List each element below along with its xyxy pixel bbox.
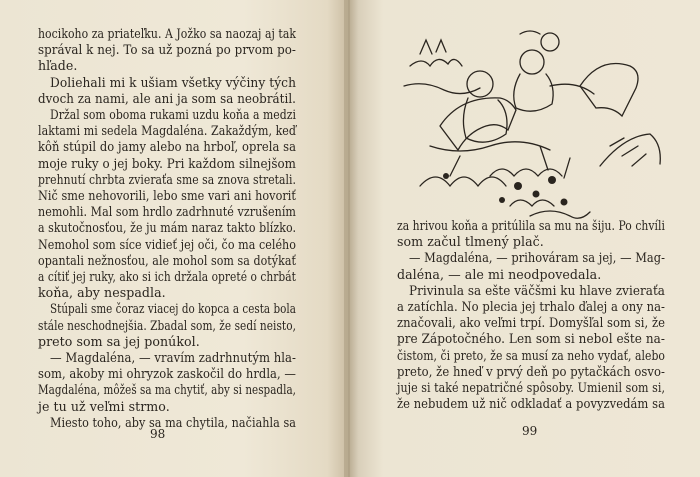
text-line: a cítiť jej ruky, ako si ich držala opreté o chrbát [38,269,296,284]
text-line: preto, že hneď v prvý deň po pytačkách osvo- [397,363,665,379]
text-line: laktami mi sedela Magdaléna. Zakaždým, keď [38,123,296,139]
text-line: správal k nej. To sa už pozná po prvom po- [38,42,296,58]
text-line: je tu už veľmi strmo. [38,398,170,414]
page-number-right: 99 [522,424,538,438]
text-line: Doliehali mi k ušiam všetky výčiny tých [50,74,296,90]
text-line: hocikoho za priateľku. A Jožko sa naozaj aj tak [38,26,296,41]
text-line: moje ruky o jej boky. Pri každom silnejšom [38,155,296,171]
illustration [400,26,672,232]
text-line: koňa, aby nespadla. [38,285,166,301]
text-line: Stúpali sme čoraz viacej do kopca a cesta bola [50,301,296,317]
text-line: čistom, či preto, že sa musí za neho vydať, alebo [397,347,665,363]
text-line: a zatíchla. No plecia jej trhalo ďalej a ony na- [397,299,665,314]
text-line: za hrivou koňa a pritúlila sa mu na šiju. Po chvíli [397,218,665,233]
text-line: Privinula sa ešte väčšmi ku hlave zvieraťa [409,282,665,298]
text-line: Nemohol som síce vidieť jej oči, čo ma celého [38,236,296,252]
text-line: juje si také nepatričné spôsoby. Umienil som si, [397,380,665,395]
text-line: značovali, ako veľmi trpí. Domyšľal som si, že [397,315,665,331]
text-line: opantali nežnosťou, ale mohol som sa dotýkať [38,252,296,268]
text-line: že nebudem už nič odkladať a povyzvedám sa [397,396,665,412]
text-line: Držal som oboma rukami uzdu koňa a medzi [50,107,296,122]
text-line: preto som sa jej ponúkol. [38,333,200,349]
text-line: Magdaléna, môžeš sa ma chytiť, aby si nespadla, [38,382,296,398]
text-line: nemohli. Mal som hrdlo zadrhnuté vzrušením [38,204,296,220]
text-line: som, akoby mi ohryzok zaskočil do hrdla, — [38,366,296,382]
book-gutter [344,0,350,477]
left-page [0,0,348,477]
text-line: Miesto toho, aby sa ma chytila, načiahla sa [50,414,296,430]
text-line: — Magdaléna, — prihováram sa jej, — Mag- [409,250,665,266]
text-line: — Magdaléna, — vravím zadrhnutým hla- [50,350,296,365]
text-line: kôň stúpil do jamy alebo na hrboľ, oprela sa [38,139,296,155]
text-line: pre Zápotočného. Len som si nebol ešte na- [397,331,665,347]
text-line: prehnutí chrbta zvieraťa sme sa znova stretali. [38,171,296,187]
text-line: dvoch za nami, ale ani ja som sa neobrátil. [38,90,296,106]
text-line: daléna, — ale mi neodpovedala. [397,266,602,282]
text-line: a skutočnosťou, že ju mám naraz takto blízko. [38,220,296,236]
text-line: Nič sme nehovorili, lebo sme vari ani hovoriť [38,188,296,203]
page-number-left: 98 [150,427,166,441]
text-line: stále neschodnejšia. Zbadal som, že sedí neisto, [38,317,296,333]
text-line: hľade. [38,58,78,74]
text-line: som začul tlmený plač. [397,234,544,250]
